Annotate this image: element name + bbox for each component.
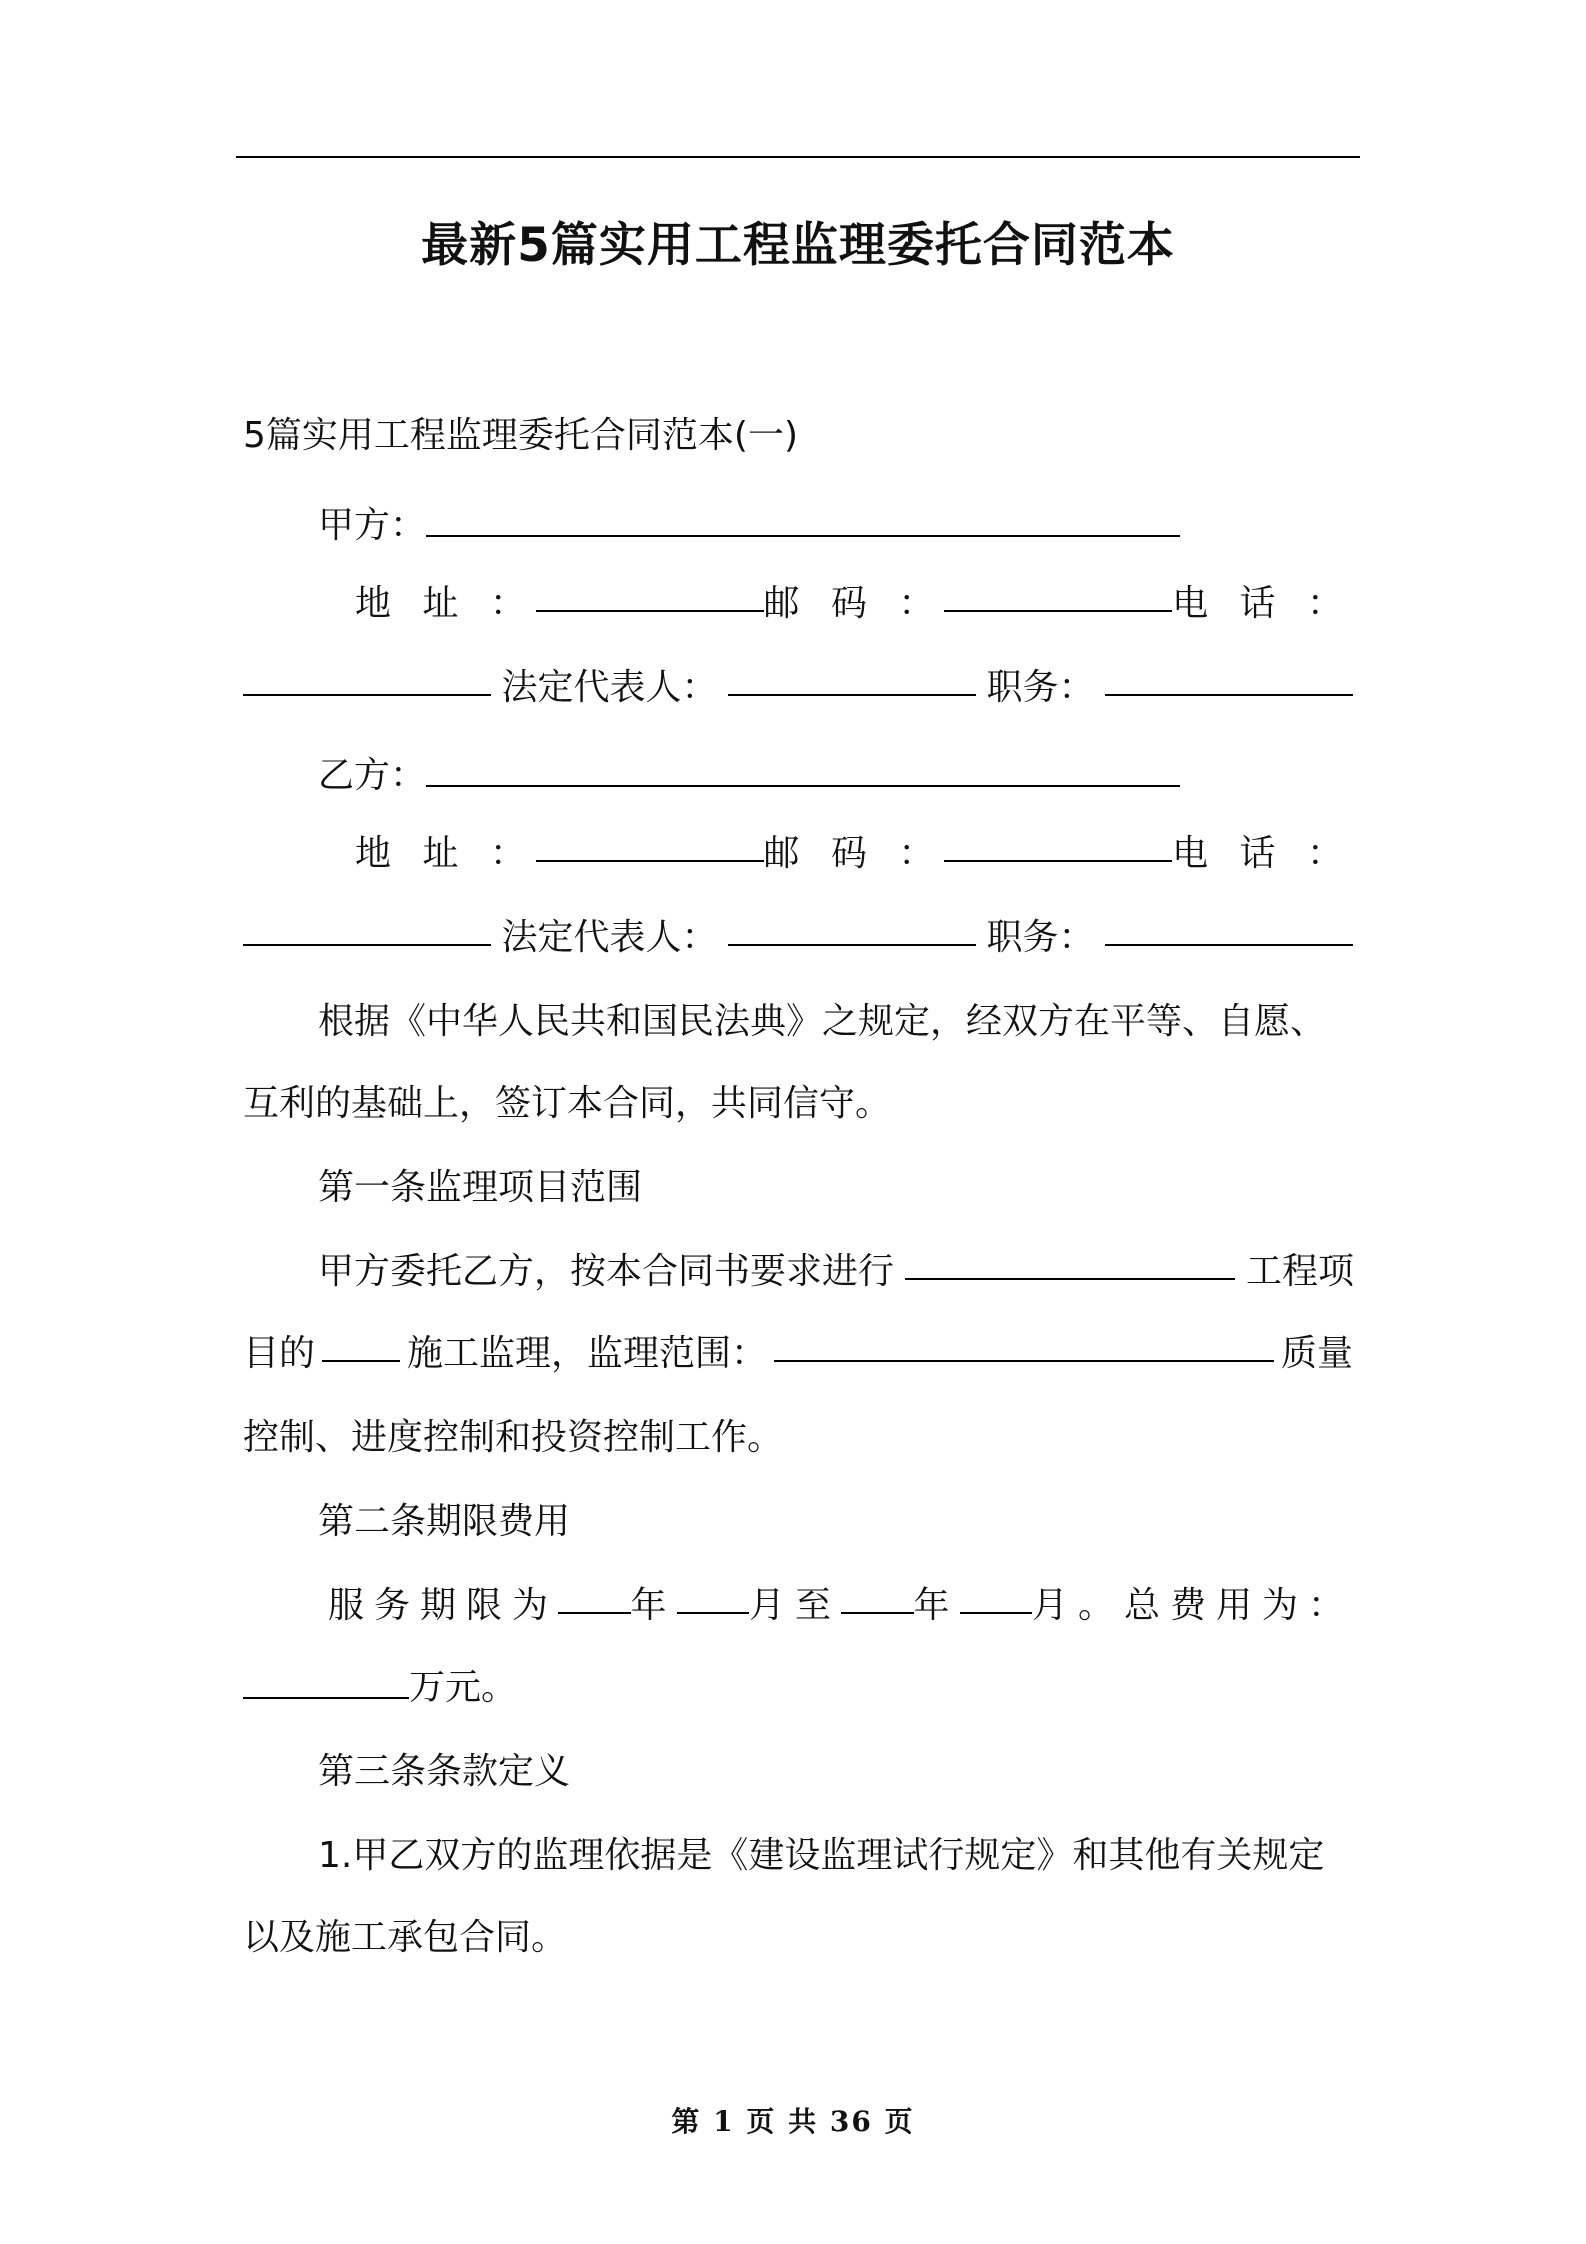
article-2-line-1	[328, 1582, 1354, 1630]
party-a-postcode-label: 邮 码 ：	[763, 583, 945, 624]
section-heading: 5篇实用工程监理委托合同范本(一)	[243, 415, 798, 456]
project-name-blank	[905, 1248, 1235, 1280]
article-1-line-3: 控制、进度控制和投资控制工作。	[243, 1417, 784, 1458]
article-1-text-d: 施工监理，监理范围：	[406, 1333, 767, 1374]
party-b-name-blank	[426, 755, 1180, 787]
article-1-text-a: 甲方委托乙方，按本合同书要求进行	[318, 1251, 895, 1292]
party-a-rep-blank	[728, 664, 976, 696]
party-b-phone-blank	[243, 914, 491, 946]
party-a-label: 甲方：	[318, 505, 427, 546]
party-a-position-label: 职务：	[986, 667, 1095, 708]
party-b-address-blank	[536, 830, 764, 862]
party-b-contact-line	[243, 830, 1353, 878]
party-b-postcode-blank	[944, 830, 1172, 862]
party-b-rep-line	[243, 914, 1353, 962]
party-a-name-blank	[426, 505, 1180, 537]
year-label-1: 年	[630, 1585, 677, 1626]
party-b-rep-blank	[728, 914, 976, 946]
article-3-line-2: 以及施工承包合同。	[243, 1917, 568, 1958]
party-a-postcode-blank	[944, 580, 1172, 612]
article-1-text-b: 工程项	[1245, 1251, 1354, 1292]
page-number: 第 1 页 共 36 页	[671, 2105, 915, 2138]
service-period-label: 服务期限为	[328, 1585, 559, 1626]
total-fee-blank	[243, 1667, 409, 1699]
party-a-address-label: 地 址 ：	[355, 583, 536, 624]
end-year-blank	[841, 1582, 913, 1614]
article-3-title: 第三条条款定义	[318, 1751, 571, 1792]
article-3-line-1: 1.甲乙双方的监理依据是《建设监理试行规定》和其他有关规定	[318, 1835, 1325, 1876]
article-1-text-c: 目的	[243, 1333, 316, 1374]
article-1-title: 第一条监理项目范围	[318, 1167, 643, 1208]
project-stage-blank	[322, 1330, 400, 1362]
article-2-line-2	[243, 1664, 1353, 1712]
total-fee-label: 月。总费用为：	[1032, 1585, 1355, 1626]
scope-blank	[774, 1330, 1274, 1362]
party-a-line	[318, 502, 1354, 550]
party-a-phone-label: 电 话 ：	[1172, 583, 1353, 624]
article-1-line-2	[243, 1330, 1353, 1378]
month-to-label: 月至	[749, 1585, 842, 1626]
header-rule	[236, 156, 1360, 158]
intro-paragraph-line-1: 根据《中华人民共和国民法典》之规定，经双方在平等、自愿、	[318, 1001, 1327, 1042]
party-b-postcode-label: 邮 码 ：	[763, 833, 945, 874]
party-b-line	[318, 752, 1354, 800]
start-year-blank	[558, 1582, 630, 1614]
fee-unit: 万元。	[409, 1667, 518, 1708]
party-a-address-blank	[536, 580, 764, 612]
party-b-position-blank	[1105, 914, 1353, 946]
party-b-position-label: 职务：	[986, 917, 1095, 958]
party-a-position-blank	[1105, 664, 1353, 696]
party-a-rep-label: 法定代表人：	[501, 667, 718, 708]
intro-paragraph-line-2: 互利的基础上，签订本合同，共同信守。	[243, 1083, 892, 1124]
year-label-2: 年	[913, 1585, 960, 1626]
document-title: 最新5篇实用工程监理委托合同范本	[421, 218, 1175, 273]
party-a-contact-line	[243, 580, 1353, 628]
party-b-label: 乙方：	[318, 755, 427, 796]
article-1-text-e: 质量	[1280, 1333, 1353, 1374]
end-month-blank	[960, 1582, 1032, 1614]
article-2-title: 第二条期限费用	[318, 1501, 571, 1542]
article-1-line-1	[318, 1248, 1354, 1296]
start-month-blank	[677, 1582, 749, 1614]
party-b-phone-label: 电 话 ：	[1172, 833, 1353, 874]
party-b-rep-label: 法定代表人：	[501, 917, 718, 958]
party-a-rep-line	[243, 664, 1353, 712]
party-a-phone-blank	[243, 664, 491, 696]
party-b-address-label: 地 址 ：	[355, 833, 536, 874]
